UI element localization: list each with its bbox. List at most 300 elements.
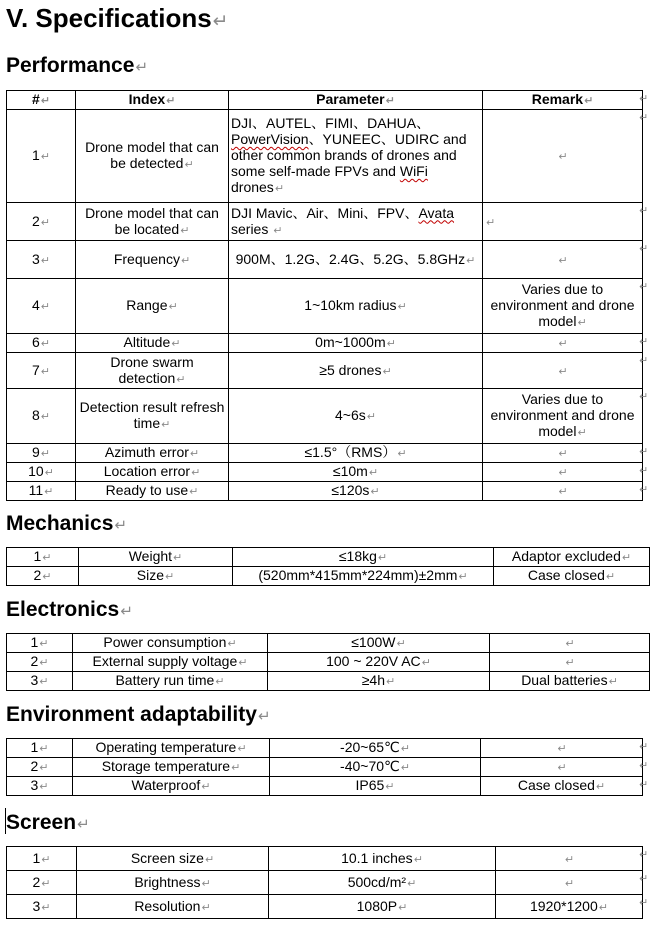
index-cell	[77, 895, 269, 919]
parameter-cell	[269, 895, 496, 919]
row-number-cell	[7, 353, 76, 389]
parameter-cell	[270, 777, 481, 796]
row-number-cell	[7, 777, 73, 796]
parameter-cell-text: (520mm*415mm*224mm)±2mm	[258, 567, 458, 583]
row-number-cell	[7, 739, 73, 758]
paragraph-mark-icon: ↵	[41, 877, 51, 890]
parameter-cell-text: 0m~1000m	[315, 334, 386, 350]
paragraph-mark-icon: ↵	[605, 571, 616, 583]
parameter-cell-text: IP65	[355, 777, 385, 793]
index-cell	[73, 634, 268, 653]
index-cell	[79, 567, 233, 586]
parameter-cell	[229, 334, 483, 353]
table-row	[7, 739, 643, 758]
table-row	[7, 653, 650, 672]
remark-cell	[481, 777, 643, 796]
index-cell-text: Weight	[128, 548, 173, 564]
parameter-text-part: DJI Mavic、Air、Mini、FPV、	[231, 204, 419, 221]
paragraph-mark-icon: ↵	[386, 338, 396, 350]
paragraph-mark-icon: ↵	[40, 365, 50, 378]
paragraph-mark-icon: ↵	[215, 676, 225, 688]
row-number-cell	[7, 444, 76, 463]
row-number-cell-text: 2	[33, 567, 42, 583]
index-cell	[76, 353, 229, 389]
remark-cell-text: Dual batteries	[521, 672, 608, 688]
index-cell	[77, 847, 269, 871]
row-number-cell-text: 3	[31, 250, 40, 267]
parameter-text-part: series	[231, 220, 273, 237]
paragraph-mark-icon: ↵	[398, 901, 408, 914]
parameter-cell-text: 4~6s	[335, 407, 366, 423]
paragraph-mark-icon: ↵	[77, 816, 90, 833]
index-cell	[79, 548, 233, 567]
paragraph-mark-icon: ↵	[486, 216, 496, 229]
row-number-cell	[7, 334, 76, 353]
paragraph-mark-icon: ↵	[44, 486, 54, 498]
remark-cell	[483, 241, 643, 279]
row-number-cell	[7, 634, 73, 653]
paragraph-mark-icon: ↵	[40, 338, 50, 350]
parameter-cell-text: ≥4h	[361, 672, 386, 688]
paragraph-mark-icon: ↵	[39, 657, 49, 669]
table-row	[7, 567, 650, 586]
row-end-mark-icon: ↵	[639, 336, 649, 348]
paragraph-mark-icon: ↵	[212, 10, 229, 31]
row-number-cell	[7, 672, 73, 691]
paragraph-mark-icon: ↵	[176, 373, 186, 386]
header-cell-remark	[483, 91, 643, 110]
remark-cell	[490, 672, 650, 691]
table-row	[7, 241, 643, 279]
index-cell-text: Frequency	[113, 250, 180, 267]
paragraph-mark-icon: ↵	[42, 571, 52, 583]
remark-cell	[483, 279, 643, 334]
paragraph-mark-icon: ↵	[577, 317, 587, 329]
paragraph-mark-icon: ↵	[557, 743, 567, 755]
paragraph-mark-icon: ↵	[40, 411, 50, 423]
paragraph-mark-icon: ↵	[40, 216, 50, 229]
paragraph-mark-icon: ↵	[564, 853, 575, 866]
remark-cell	[494, 548, 650, 567]
paragraph-mark-icon: ↵	[385, 781, 395, 793]
remark-cell	[490, 634, 650, 653]
row-end-mark-icon: ↵	[639, 897, 649, 909]
mechanics-table	[6, 547, 650, 586]
remark-cell	[496, 895, 643, 919]
parameter-cell	[229, 203, 483, 241]
paragraph-mark-icon: ↵	[421, 657, 431, 669]
parameter-cell-text: 1~10km radius	[304, 297, 397, 313]
parameter-cell-text: 900M、1.2G、2.4G、5.2G、5.8GHz	[235, 250, 466, 267]
row-number-cell	[7, 482, 76, 501]
paragraph-mark-icon: ↵	[165, 571, 175, 583]
parameter-cell-text: ≤120s	[331, 482, 370, 498]
paragraph-mark-icon: ↵	[400, 743, 410, 755]
paragraph-mark-icon: ↵	[120, 603, 133, 620]
parameter-cell	[229, 279, 483, 334]
mechanics-heading-text: Mechanics	[6, 512, 114, 535]
index-cell-text: Waterproof	[131, 777, 201, 793]
paragraph-mark-icon: ↵	[595, 781, 606, 793]
parameter-cell-text: 500cd/m²	[347, 873, 407, 890]
parameter-cell	[268, 672, 490, 691]
paragraph-mark-icon: ↵	[413, 853, 423, 866]
paragraph-mark-icon: ↵	[558, 448, 568, 460]
remark-cell	[481, 758, 643, 777]
row-number-cell	[7, 895, 77, 919]
parameter-cell	[268, 634, 490, 653]
row-number-cell-text: 2	[30, 653, 39, 669]
paragraph-mark-icon: ↵	[621, 552, 632, 564]
paragraph-mark-icon: ↵	[237, 743, 247, 755]
paragraph-mark-icon: ↵	[41, 853, 51, 866]
paragraph-mark-icon: ↵	[40, 448, 50, 460]
index-cell-text: Resolution	[134, 897, 201, 914]
paragraph-mark-icon: ↵	[39, 743, 49, 755]
index-cell-text: Location error	[103, 463, 191, 479]
index-cell-text: Drone model that can be detected	[85, 139, 219, 171]
parameter-text-part: 、YUNEEC、UDIRC and other common brands of drones and some self-made FPVs and	[231, 131, 467, 179]
index-cell-text: Drone model that can be located	[85, 204, 219, 237]
paragraph-mark-icon: ↵	[396, 638, 406, 650]
remark-cell	[496, 871, 643, 895]
index-cell-text: External supply voltage	[92, 653, 238, 669]
paragraph-mark-icon: ↵	[41, 901, 51, 914]
row-end-mark-icon: ↵	[639, 281, 649, 293]
paragraph-mark-icon: ↵	[227, 638, 237, 650]
paragraph-mark-icon: ↵	[180, 254, 191, 267]
row-number-cell-text: 8	[31, 407, 40, 423]
paragraph-mark-icon: ↵	[44, 467, 54, 479]
index-cell	[76, 334, 229, 353]
row-end-mark-icon: ↵	[639, 446, 649, 458]
header-cell-index-text: Index	[128, 91, 166, 107]
row-number-cell	[7, 871, 77, 895]
parameter-cell	[270, 758, 481, 777]
table-row	[7, 463, 643, 482]
paragraph-mark-icon: ↵	[598, 901, 608, 914]
index-cell-text: Storage temperature	[101, 758, 231, 774]
remark-cell-text: Case closed	[517, 777, 595, 793]
paragraph-mark-icon: ↵	[39, 781, 49, 793]
screen-heading-text: Screen	[6, 811, 77, 834]
paragraph-mark-icon: ↵	[201, 901, 211, 914]
parameter-text-part: DJI、AUTEL、FIMI、DAHUA、	[231, 115, 431, 131]
paragraph-mark-icon: ↵	[385, 95, 395, 107]
paragraph-mark-icon: ↵	[39, 638, 49, 650]
paragraph-mark-icon: ↵	[189, 448, 200, 460]
paragraph-mark-icon: ↵	[39, 676, 49, 688]
index-cell	[73, 739, 270, 758]
row-end-mark-icon: ↵	[639, 391, 649, 403]
electronics-table	[6, 633, 650, 691]
row-number-cell-text: 2	[31, 212, 40, 229]
parameter-cell-text: ≥5 drones	[319, 361, 382, 378]
index-cell	[73, 672, 268, 691]
parameter-cell	[229, 353, 483, 389]
paragraph-mark-icon: ↵	[191, 467, 201, 479]
parameter-text-part: PowerVision	[231, 131, 309, 147]
electronics-heading	[6, 597, 133, 625]
paragraph-mark-icon: ↵	[168, 301, 178, 313]
paragraph-mark-icon: ↵	[608, 676, 618, 688]
row-number-cell	[7, 241, 76, 279]
table-row	[7, 389, 643, 444]
row-end-mark-icon: ↵	[639, 484, 649, 496]
paragraph-mark-icon: ↵	[458, 571, 468, 583]
table-row	[7, 279, 643, 334]
remark-cell-text: Varies due to environment and drone model	[490, 281, 635, 329]
paragraph-mark-icon: ↵	[42, 552, 52, 564]
paragraph-mark-icon: ↵	[114, 517, 128, 534]
paragraph-mark-icon: ↵	[39, 762, 49, 774]
row-number-cell-text: 2	[32, 873, 41, 890]
paragraph-mark-icon: ↵	[173, 552, 183, 564]
remark-cell-text: 1920*1200	[530, 897, 598, 914]
row-number-cell-text: 11	[28, 482, 44, 498]
remark-cell	[496, 847, 643, 871]
parameter-cell	[229, 389, 483, 444]
parameter-text-part: drones	[231, 179, 274, 195]
row-number-cell	[7, 758, 73, 777]
parameter-cell	[233, 567, 494, 586]
remark-cell	[483, 353, 643, 389]
paragraph-mark-icon: ↵	[238, 657, 248, 669]
row-end-mark-icon: ↵	[639, 243, 649, 255]
header-cell-parameter	[229, 91, 483, 110]
table-row	[7, 548, 650, 567]
paragraph-mark-icon: ↵	[40, 301, 50, 313]
paragraph-mark-icon: ↵	[40, 95, 50, 107]
remark-cell	[483, 463, 643, 482]
index-cell-text: Screen size	[130, 849, 204, 866]
paragraph-mark-icon: ↵	[366, 411, 376, 423]
table-row	[7, 895, 643, 919]
paragraph-mark-icon: ↵	[40, 151, 50, 163]
header-cell-parameter-text: Parameter	[316, 91, 385, 107]
row-number-cell-text: 9	[31, 444, 40, 460]
paragraph-mark-icon: ↵	[397, 448, 407, 460]
paragraph-mark-icon: ↵	[370, 486, 380, 498]
performance-heading-text: Performance	[6, 54, 135, 77]
row-number-cell-text: 3	[30, 777, 39, 793]
paragraph-mark-icon: ↵	[204, 853, 215, 866]
table-row	[7, 634, 650, 653]
row-number-cell	[7, 847, 77, 871]
table-row	[7, 203, 643, 241]
paragraph-mark-icon: ↵	[184, 159, 194, 171]
paragraph-mark-icon: ↵	[565, 657, 575, 669]
index-cell	[73, 777, 270, 796]
row-number-cell-text: 1	[33, 548, 42, 564]
table-row	[7, 758, 643, 777]
parameter-cell-text: 1080P	[356, 897, 398, 914]
paragraph-mark-icon: ↵	[557, 762, 567, 774]
index-cell	[73, 758, 270, 777]
parameter-cell-text: ≤18kg	[338, 548, 377, 564]
row-number-cell-text: 1	[30, 739, 39, 755]
row-number-cell-text: 4	[31, 297, 40, 313]
parameter-cell	[269, 871, 496, 895]
index-cell-text: Brightness	[134, 873, 201, 890]
paragraph-mark-icon: ↵	[466, 254, 476, 267]
remark-cell	[481, 739, 643, 758]
parameter-cell	[229, 241, 483, 279]
index-cell	[76, 241, 229, 279]
remark-cell	[483, 334, 643, 353]
index-cell	[76, 110, 229, 203]
index-cell-text: Operating temperature	[95, 739, 237, 755]
row-number-cell	[7, 203, 76, 241]
row-number-cell	[7, 389, 76, 444]
row-number-cell-text: 6	[31, 334, 40, 350]
remark-cell	[483, 482, 643, 501]
paragraph-mark-icon: ↵	[558, 467, 568, 479]
index-cell-text: Detection result refresh time	[79, 399, 225, 431]
paragraph-mark-icon: ↵	[257, 708, 271, 725]
remark-cell	[483, 444, 643, 463]
table-header-row	[7, 91, 643, 110]
paragraph-mark-icon: ↵	[161, 419, 171, 431]
table-row	[7, 672, 650, 691]
performance-heading	[6, 53, 148, 81]
environment-heading-text: Environment adaptability	[6, 703, 257, 726]
paragraph-mark-icon: ↵	[400, 762, 410, 774]
index-cell	[76, 203, 229, 241]
paragraph-mark-icon: ↵	[386, 676, 396, 688]
row-end-mark-icon: ↵	[639, 873, 649, 885]
parameter-cell	[229, 110, 483, 203]
table-row	[7, 847, 643, 871]
remark-cell-text: Varies due to environment and drone model	[490, 391, 635, 439]
paragraph-mark-icon: ↵	[558, 151, 568, 163]
header-cell-num-text: #	[31, 91, 40, 107]
index-cell	[77, 871, 269, 895]
paragraph-mark-icon: ↵	[577, 427, 587, 439]
row-end-mark-icon: ↵	[639, 741, 649, 753]
row-number-cell	[7, 463, 76, 482]
index-cell	[76, 279, 229, 334]
row-number-cell-text: 3	[32, 897, 41, 914]
parameter-text-part: Avata	[418, 204, 455, 221]
row-end-mark-icon: ↵	[639, 355, 649, 367]
row-end-mark-icon: ↵	[639, 779, 649, 791]
paragraph-mark-icon: ↵	[558, 254, 568, 267]
paragraph-mark-icon: ↵	[135, 59, 149, 76]
parameter-cell-text: 100 ~ 220V AC	[326, 653, 421, 669]
parameter-cell-text: ≤1.5°（RMS）	[304, 444, 397, 460]
paragraph-mark-icon: ↵	[368, 467, 379, 479]
screen-table	[6, 846, 643, 919]
mechanics-heading	[6, 511, 127, 539]
table-row	[7, 777, 643, 796]
row-end-mark-icon: ↵	[639, 112, 649, 124]
parameter-cell	[270, 739, 481, 758]
index-cell-text: Size	[136, 567, 164, 583]
remark-cell	[483, 203, 643, 241]
parameter-cell-text: 10.1 inches	[341, 849, 413, 866]
index-cell	[76, 463, 229, 482]
parameter-cell-text: ≤100W	[351, 634, 396, 650]
parameter-cell	[269, 847, 496, 871]
row-number-cell-text: 1	[31, 147, 40, 163]
row-number-cell	[7, 653, 73, 672]
row-number-cell-text: 1	[32, 849, 41, 866]
row-end-mark-icon: ↵	[639, 465, 649, 477]
parameter-cell-text: ≤10m	[332, 463, 368, 479]
paragraph-mark-icon: ↵	[382, 365, 392, 378]
row-number-cell-text: 2	[30, 758, 39, 774]
document-title-text: V. Specifications	[6, 3, 212, 33]
table-row	[7, 871, 643, 895]
remark-cell-text: Adaptor excluded	[511, 548, 621, 564]
index-cell	[76, 482, 229, 501]
performance-table	[6, 90, 643, 501]
paragraph-mark-icon: ↵	[189, 486, 199, 498]
paragraph-mark-icon: ↵	[273, 224, 283, 237]
parameter-cell	[233, 548, 494, 567]
paragraph-mark-icon: ↵	[565, 638, 575, 650]
paragraph-mark-icon: ↵	[377, 552, 388, 564]
index-cell-text: Azimuth error	[104, 444, 189, 460]
parameter-cell	[229, 482, 483, 501]
index-cell	[76, 389, 229, 444]
remark-cell	[483, 389, 643, 444]
paragraph-mark-icon: ↵	[564, 877, 575, 890]
paragraph-mark-icon: ↵	[558, 486, 568, 498]
paragraph-mark-icon: ↵	[201, 877, 211, 890]
table-row	[7, 353, 643, 389]
index-cell	[73, 653, 268, 672]
index-cell-text: Ready to use	[105, 482, 189, 498]
remark-cell-text: Case closed	[527, 567, 605, 583]
paragraph-mark-icon: ↵	[274, 183, 285, 195]
row-end-mark-icon: ↵	[639, 93, 649, 105]
paragraph-mark-icon: ↵	[231, 762, 241, 774]
parameter-cell-text: -40~70℃	[340, 758, 400, 774]
paragraph-mark-icon: ↵	[407, 877, 417, 890]
environment-heading	[6, 702, 271, 730]
remark-cell	[490, 653, 650, 672]
header-cell-num	[7, 91, 76, 110]
row-number-cell	[7, 567, 79, 586]
paragraph-mark-icon: ↵	[180, 224, 190, 237]
row-number-cell-text: 7	[31, 361, 40, 378]
remark-cell	[494, 567, 650, 586]
environment-table	[6, 738, 643, 796]
paragraph-mark-icon: ↵	[40, 254, 50, 267]
electronics-heading-text: Electronics	[6, 598, 120, 621]
table-row	[7, 110, 643, 203]
row-number-cell-text: 3	[30, 672, 39, 688]
screen-heading	[6, 810, 90, 838]
row-end-mark-icon: ↵	[639, 849, 649, 861]
paragraph-mark-icon: ↵	[171, 338, 181, 350]
paragraph-mark-icon: ↵	[397, 301, 407, 313]
row-number-cell-text: 1	[30, 634, 39, 650]
row-number-cell	[7, 279, 76, 334]
index-cell-text: Battery run time	[115, 672, 215, 688]
row-number-cell	[7, 110, 76, 203]
table-row	[7, 482, 643, 501]
row-number-cell-text: 10	[28, 463, 44, 479]
paragraph-mark-icon: ↵	[558, 365, 568, 378]
document-title	[6, 2, 228, 37]
paragraph-mark-icon: ↵	[201, 781, 211, 793]
index-cell-text: Drone swarm detection	[110, 353, 194, 386]
parameter-cell	[268, 653, 490, 672]
paragraph-mark-icon: ↵	[558, 338, 568, 350]
